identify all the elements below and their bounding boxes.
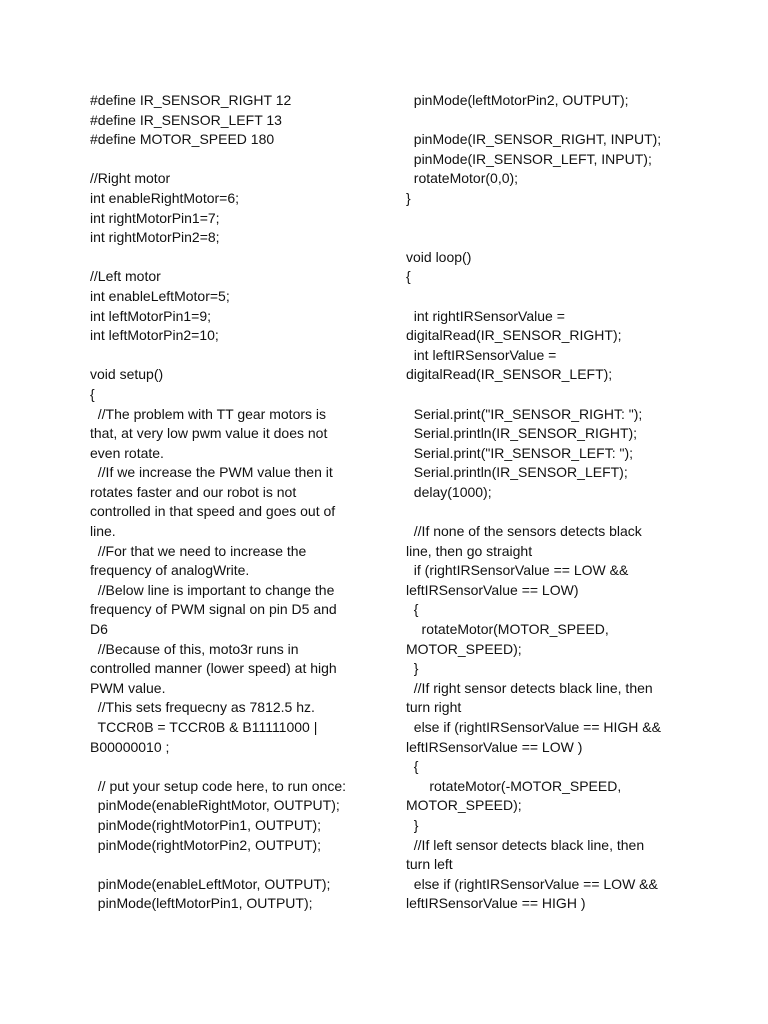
code-line: digitalRead(IR_SENSOR_RIGHT); [406,327,622,344]
code-line: #define IR_SENSOR_RIGHT 12 [90,92,292,108]
code-line: //Because of this, moto3r runs in [90,640,299,657]
code-line: //The problem with TT gear motors is [90,405,327,422]
code-line: int leftIRSensorValue = [406,346,557,363]
code-line: rotateMotor(MOTOR_SPEED, [406,621,609,638]
code-line: { [90,385,95,402]
code-line: frequency of PWM signal on pin D5 and [90,601,337,618]
code-line [406,111,706,131]
code-line: controlled in that speed and goes out of [90,503,336,520]
code-line [90,346,370,366]
code-line: //If left sensor detects black line, then [406,836,645,853]
code-line: else if (rightIRSensorValue == HIGH && [406,719,661,735]
code-line: leftIRSensorValue == HIGH ) [406,895,586,912]
code-line: frequency of analogWrite. [90,562,250,579]
code-line: leftIRSensorValue == LOW ) [406,738,583,755]
code-line: Serial.println(IR_SENSOR_LEFT); [406,464,628,481]
code-line [90,757,370,777]
code-line: MOTOR_SPEED); [406,640,522,657]
code-line: rotates faster and our robot is not [90,483,297,500]
code-line: pinMode(IR_SENSOR_RIGHT, INPUT); [406,131,662,148]
code-line: //If right sensor detects black line, then [406,679,653,696]
code-line [406,502,706,522]
code-line: } [406,189,411,206]
code-line: int leftMotorPin2=10; [90,327,219,344]
code-line: pinMode(enableLeftMotor, OUTPUT); [90,875,331,892]
code-line: } [406,660,419,677]
code-line: pinMode(rightMotorPin2, OUTPUT); [90,836,322,853]
code-line: //For that we need to increase the [90,542,307,559]
code-line: else if (rightIRSensorValue == LOW && [406,875,658,892]
code-line [90,855,370,875]
code-line: pinMode(leftMotorPin1, OUTPUT); [90,895,313,912]
code-line: //If we increase the PWM value then it [90,464,333,481]
code-line: TCCR0B = TCCR0B & B11111000 | [90,719,318,735]
code-line: //If none of the sensors detects black [406,523,642,540]
code-line: line, then go straight [406,542,533,559]
code-line: MOTOR_SPEED); [406,797,522,814]
code-line: { [406,601,419,618]
code-line: pinMode(enableRightMotor, OUTPUT); [90,797,340,814]
code-line: controlled manner (lower speed) at high [90,660,337,677]
code-line: //Left motor [90,268,161,285]
code-line: //Right motor [90,170,171,187]
code-line: digitalRead(IR_SENSOR_LEFT); [406,366,613,383]
code-line: { [406,758,419,775]
code-line: #define MOTOR_SPEED 180 [90,131,275,148]
left-code-column [90,91,370,914]
code-line [90,248,370,268]
code-line: Serial.println(IR_SENSOR_RIGHT); [406,425,638,442]
code-line [406,287,706,307]
code-line: //This sets frequecny as 7812.5 hz. [90,699,315,716]
code-line: PWM value. [90,679,166,696]
code-line [90,150,370,170]
code-line: line. [90,523,116,540]
code-line: rotateMotor(0,0); [406,170,519,187]
code-line [406,228,706,248]
right-code-column [406,91,706,914]
code-line: int enableRightMotor=6; [90,189,240,206]
code-line: int enableLeftMotor=5; [90,287,230,304]
code-line: turn right [406,699,462,716]
code-line: rotateMotor(-MOTOR_SPEED, [406,777,622,794]
code-line: int rightIRSensorValue = [406,307,565,324]
code-line: #define IR_SENSOR_LEFT 13 [90,111,282,128]
code-line: Serial.print("IR_SENSOR_LEFT: "); [406,444,634,461]
code-line: D6 [90,621,108,638]
code-line: int rightMotorPin2=8; [90,229,220,246]
code-line: { [406,268,411,285]
code-line: that, at very low pwm value it does not [90,425,328,442]
code-line: } [406,816,419,833]
code-line: B00000010 ; [90,738,170,755]
code-line [406,209,706,229]
code-line: int rightMotorPin1=7; [90,209,220,226]
code-line: Serial.print("IR_SENSOR_RIGHT: "); [406,405,643,422]
code-line: pinMode(leftMotorPin2, OUTPUT); [406,92,629,108]
code-line: //Below line is important to change the [90,581,335,598]
code-line: void loop() [406,248,472,265]
code-line: int leftMotorPin1=9; [90,307,212,324]
code-line: pinMode(IR_SENSOR_LEFT, INPUT); [406,150,652,167]
code-line: turn left [406,856,453,873]
code-line: if (rightIRSensorValue == LOW && [406,562,629,579]
code-line: void setup() [90,366,164,383]
code-line [406,385,706,405]
code-line: even rotate. [90,444,164,461]
code-line: delay(1000); [406,483,492,500]
code-line: leftIRSensorValue == LOW) [406,581,579,598]
code-line: pinMode(rightMotorPin1, OUTPUT); [90,816,322,833]
code-line: // put your setup code here, to run once: [90,777,347,794]
